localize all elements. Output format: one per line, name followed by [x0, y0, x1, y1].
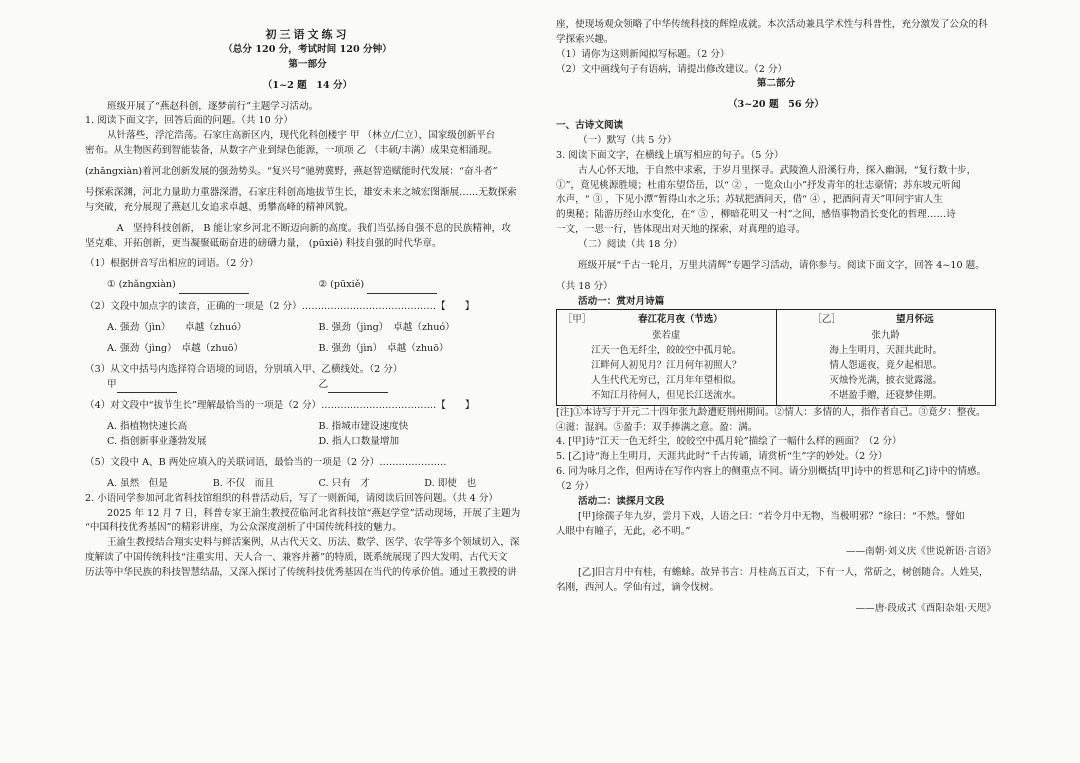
question-1: 1. 阅读下面文字，回答后面的问题。（共 10 分）: [85, 115, 293, 127]
classical-text-line: [乙]旧言月中有桂，有蟾蜍。故异书言：月桂高五百丈，下有一人，常斫之，树创随合。人姓吴，: [578, 567, 989, 579]
part2-heading: 第二部分: [756, 78, 796, 90]
part1-range: （1~2 题 14 分）: [262, 79, 353, 91]
fill-label-yi: 乙: [318, 378, 329, 390]
part2-range: （3~20 题 56 分）: [727, 99, 825, 111]
poem-line: 不知江月待何人，但见长江送流水。: [591, 389, 742, 401]
news-line: 学探索兴趣。: [556, 33, 614, 45]
poem-b-title: 望月怀远: [896, 314, 934, 326]
subquestion-1: （1）根据拼音写出相应的词语。（2 分）: [85, 258, 259, 270]
part1-heading: 第一部分: [288, 58, 327, 70]
answer-blank[interactable]: [367, 278, 437, 294]
poem-line: 江畔何人初见月？江月何年初照人？: [591, 359, 742, 371]
options-row: [85, 477, 530, 492]
options-row: [85, 342, 530, 357]
poem-line: 情人怨遥夜，竟夕起相思。: [829, 359, 942, 371]
option-b: B. 不仅 而且: [212, 477, 274, 489]
text-line: 古人心怀天地，于自然中求索，于岁月里探寻。武陵渔人沿溪行舟，探入幽洞，“复行数十步，: [578, 164, 977, 176]
left-column: [85, 18, 530, 581]
subquestion-4: （4）对文段中“拔节生长”理解最恰当的一项是（2 分）………………………………【 】: [85, 400, 475, 412]
subquestion-5: （5）文段中 A、B 两处应填入的关联词语，最恰当的一项是（2 分）…………………: [85, 456, 447, 468]
passage-line: (zhǎngxiàn)着河北创新发展的强劲势头。“复兴号”驰骋冀野，燕赵智造赋能时代发展：“奋斗者”: [85, 166, 498, 178]
option-a: A. 虽然 但是: [107, 477, 168, 489]
pinyin-b: ② (pūxiě): [318, 279, 365, 291]
passage-line: 号探索深渊，河北力量助力重器深潜，石家庄科创高地拔节生长，雄安未来之城宏图渐展……无数探索: [85, 186, 517, 198]
source-citation: ——唐·段成式《酉阳杂俎·天咫》: [855, 603, 996, 615]
question-6-score: （2 分）: [556, 481, 594, 493]
poem-a-tag: ［甲］: [563, 314, 592, 326]
right-column: [556, 18, 996, 617]
answer-blank[interactable]: [328, 378, 388, 394]
news-line: 度解读了中国传统科技“注重实用、天人合一、兼容并蓄”的特质，既系统展现了四大发明、古代天文: [85, 552, 508, 564]
passage-line: 坚克难、开拓创新，更当凝聚砥砺奋进的磅礴力量， (pūxiě) 科技自强的时代华章。: [85, 237, 442, 249]
classical-text-line: 人眼中有瞳子，无此，必不明。”: [556, 525, 691, 537]
news-line: 历法等中华民族的科技智慧结晶，又深入探讨了传统科技优秀基因在当代的传承价值。通过王教授的讲: [85, 566, 517, 578]
text-line: 水声，“ ③ ，下见小潭”暂得山水之乐；苏轼把酒问天，借“ ④ ，把酒问青天”叩问宇宙人生: [556, 194, 943, 206]
poem-table: [556, 309, 996, 405]
fill-row: [85, 378, 530, 394]
exam-subtitle: （总分 120 分，考试时间 120 分钟）: [223, 44, 392, 56]
option-d: B. 强劲（jìn） 卓越（zhuō）: [318, 342, 449, 354]
options-row: [85, 420, 530, 435]
passage-line: 密布。从生物医药到智能装备，从数字产业到绿色能源，一项项 乙 （丰硕/丰满）成果竞相涌现。: [85, 145, 498, 157]
poem-line: 人生代代无穷已，江月年年望相似。: [591, 374, 742, 386]
poem-line: 江天一色无纤尘，皎皎空中孤月轮。: [591, 344, 742, 356]
subquestion-2: （2）文中画线句子有语病，请提出修改建议。（2 分）: [556, 63, 788, 75]
news-line: “中国科技优秀基因”的精彩讲座，为公众深度剖析了中国传统科技的魅力。: [85, 522, 402, 534]
text-line: 一文，一思一行，皆体现出对天地的探索，对真理的追寻。: [556, 224, 806, 236]
classical-text-line: [甲]徐孺子年九岁，尝月下戏，人语之曰：“若令月中无物，当极明邪？”徐曰：“不然。譬如: [578, 510, 965, 522]
poem-line: 海上生明月，天涯共此时。: [829, 344, 942, 356]
news-line: 座，使现场观众领略了中华传统科技的辉煌成就。本次活动兼具学术性与科普性，充分激发了公众的科: [556, 19, 988, 30]
passage-line: 从针落些，浮沱浩荡。石家庄高新区内，现代化科创楼宇 甲 （林立/仁立），国家级创新平台: [107, 130, 496, 142]
poem-line: 不堪盈手赠，还寝梦佳期。: [829, 389, 942, 401]
activity-intro: 班级开展“千古一轮月，万里共清辉”专题学习活动，请你参与。阅读下面文字，回答 4~10 题。: [578, 259, 985, 271]
subquestion-2: （2）文段中加点字的读音，正确的一项是（2 分）……………………………………【 】: [85, 301, 475, 313]
poem-a-author: 张若虚: [652, 329, 681, 341]
poem-b-tag: ［乙］: [812, 314, 841, 326]
news-line: 2025 年 12 月 7 日，科普专家王渝生教授莅临河北省科技馆“燕赵学堂”活动现场，开展了主题为: [107, 507, 521, 519]
option-c: C. 指创新事业蓬勃发展: [107, 436, 207, 448]
activity-intro: 班级开展了“燕赵科创，逐梦前行”主题学习活动。: [107, 100, 319, 112]
pinyin-a: ① (zhǎngxiàn): [107, 279, 176, 291]
exam-title: 初三语文练习: [265, 28, 350, 41]
answer-blank[interactable]: [117, 378, 177, 394]
option-a: A. 指植物快速长高: [107, 421, 188, 433]
option-a: A. 强劲（jìn） 卓越（zhuó）: [107, 321, 247, 333]
option-b: B. 强劲（jìng） 卓越（zhuó）: [318, 321, 455, 333]
subquestion-1: （1）请你为这则新闻拟写标题。（2 分）: [556, 48, 730, 60]
answer-blank[interactable]: [179, 278, 249, 294]
annotation: ④滋：湿润。⑤盈手：双手捧满之意。盈：满。: [556, 421, 758, 433]
subsection-heading: （一）默写（共 5 分）: [578, 135, 677, 147]
question-4: 4. [甲]诗“江天一色无纤尘，皎皎空中孤月轮”描绘了一幅什么样的画面？（2 分）: [556, 436, 902, 448]
annotation: [注]①本诗写于开元二十四年张九龄遭贬荆州期间。②情人：多情的人，指作者自己。③竟夕：整夜。: [556, 406, 986, 418]
options-row: [85, 321, 530, 336]
poem-b-cell: [776, 310, 996, 405]
source-citation: ——南朝·刘义庆《世说新语·言语》: [845, 546, 996, 558]
option-c: A. 强劲（jìng） 卓越（zhuō）: [107, 342, 244, 354]
news-line: 王渝生教授结合翔实史料与鲜活案例，从古代天文、历法、数学、医学、农学等多个领域切入，深: [107, 537, 520, 549]
option-b: B. 指城市建设速度快: [318, 421, 409, 433]
fill-label-jia: 甲: [107, 378, 117, 390]
question-6: 6. 同为咏月之作，但两诗在写作内容上的侧重点不同。请分别概括[甲]诗中的哲思和[乙]诗中的情感。: [556, 466, 987, 478]
subsection-heading: （二）阅读（共 18 分）: [578, 239, 683, 251]
question-5: 5. [乙]诗“海上生明月，天涯共此时”千古传诵，请赏析“生”字的妙处。（2 分）: [556, 451, 888, 463]
question-3: 3. 阅读下面文字，在横线上填写相应的句子。（5 分）: [556, 149, 784, 161]
text-line: 的奥秘；陆游历经山水变化，在“ ⑤ ，柳暗花明又一村”之间，感悟事物消长变化的哲理……诗: [556, 209, 956, 221]
text-line: ①”，竟见桃源胜境；杜甫东望岱岳，以“ ② ，一览众山小”抒发青年的壮志豪情；苏东坡元听闻: [556, 179, 961, 191]
option-d: D. 即使 也: [424, 477, 477, 489]
subquestion-3: （3）从文中括号内选择符合语境的词语，分别填入甲、乙横线处。（2 分）: [85, 363, 403, 375]
passage-line: 与突破，充分展现了燕赵儿女追求卓越、勇攀高峰的精神风貌。: [85, 201, 354, 213]
activity-1-heading: 活动一：赏对月诗篇: [578, 295, 665, 307]
poem-a-cell: [557, 310, 777, 405]
score-note: （共 18 分）: [556, 280, 613, 292]
activity-2-heading: 活动二：读探月文段: [578, 495, 665, 507]
passage-line: A 坚持科技创新， B 能让家乡河北不断迈向新的高度。我们当弘扬自强不息的民族精神，攻: [107, 222, 511, 234]
section-heading: 一、古诗文阅读: [556, 120, 624, 132]
classical-text-line: 名刚，西河人。学仙有过，谪令伐树。: [556, 582, 720, 594]
poem-line: 灭烛怜光满，披衣觉露滋。: [829, 374, 942, 386]
option-c: C. 只有 才: [318, 477, 370, 489]
poem-a-title: 春江花月夜（节选）: [638, 314, 723, 326]
option-d: D. 指人口数量增加: [318, 436, 400, 448]
options-row: [85, 435, 530, 450]
pinyin-answers: [85, 278, 530, 294]
poem-b-author: 张九龄: [871, 329, 900, 341]
question-2: 2. 小语同学参加河北省科技馆组织的科普活动后，写了一则新闻，请阅读后回答问题。（共 4 分）: [85, 492, 498, 504]
